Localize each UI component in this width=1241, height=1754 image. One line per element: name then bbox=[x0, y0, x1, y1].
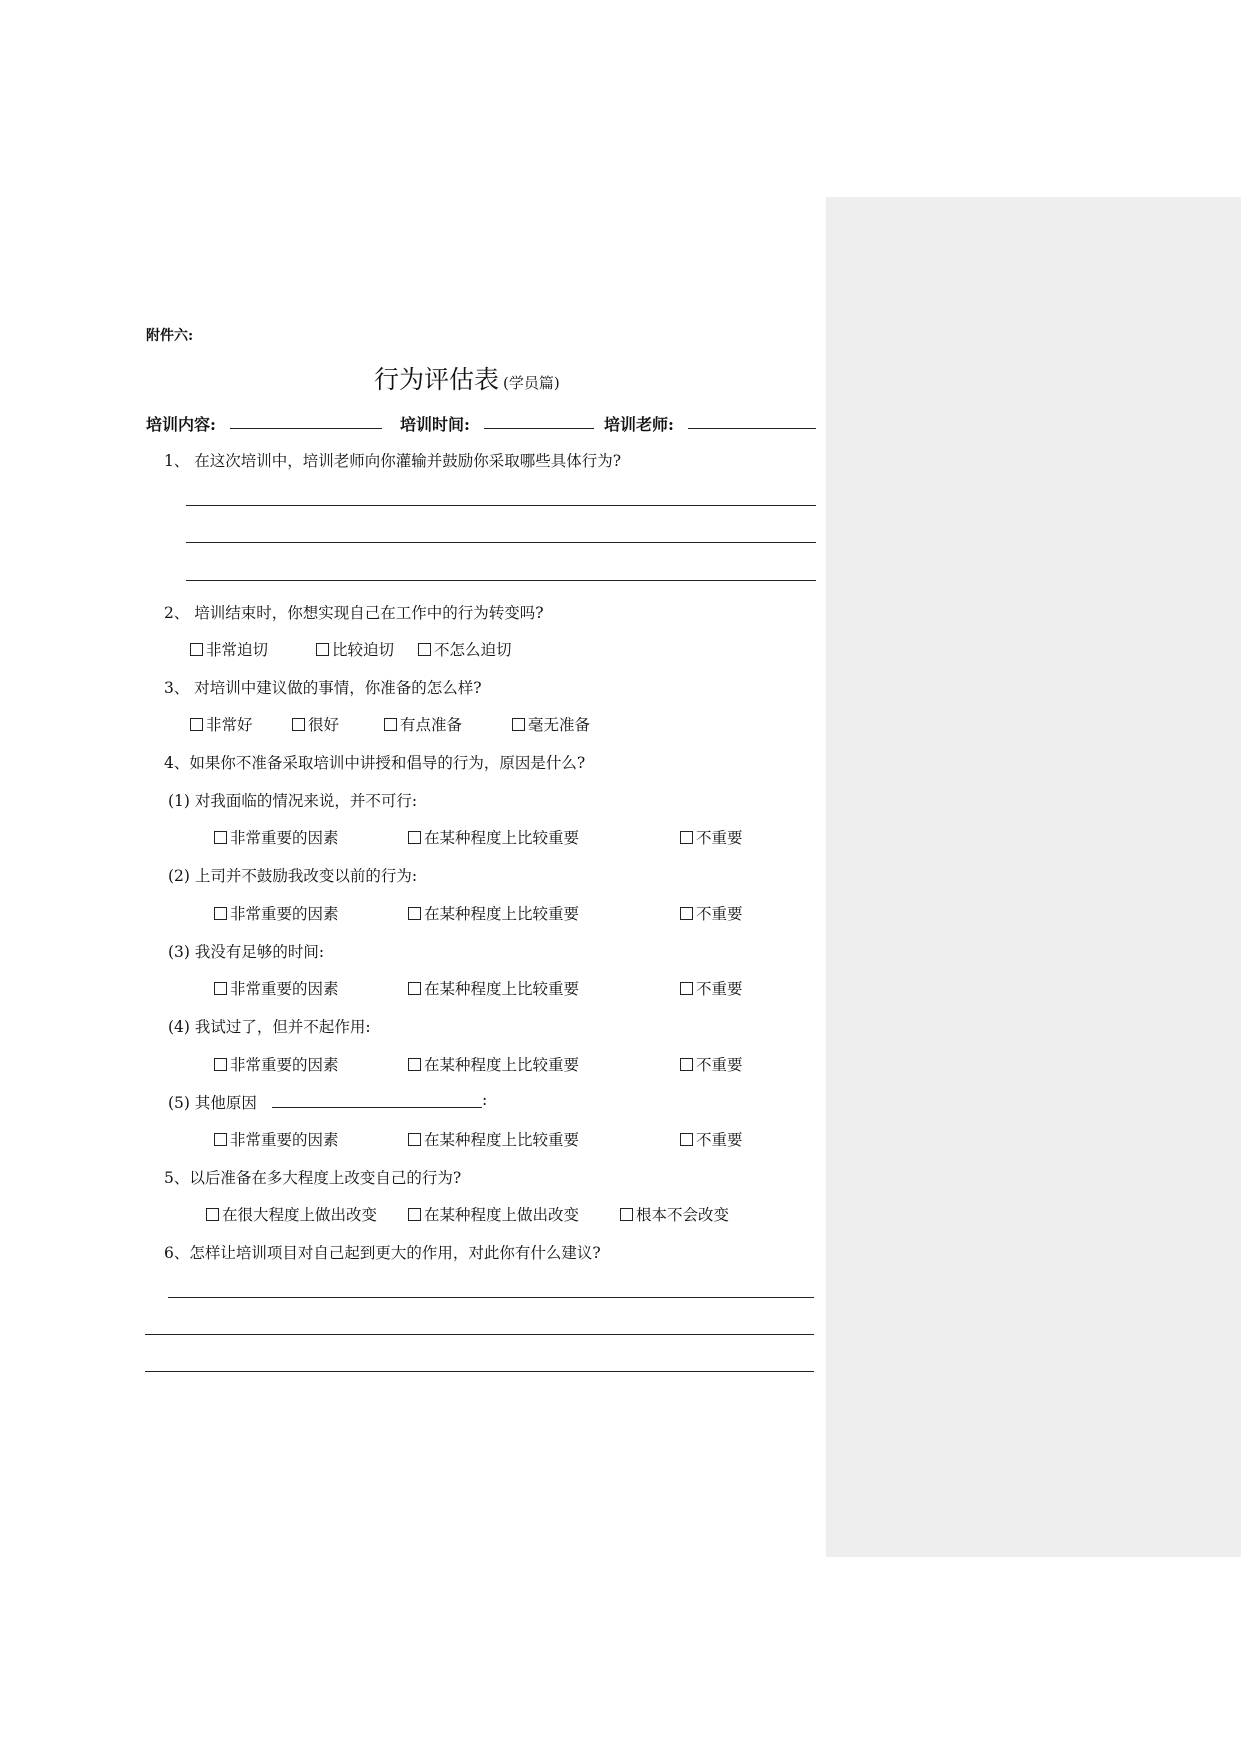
question-3: 3、 对培训中建议做的事情，你准备的怎么样? bbox=[164, 679, 482, 697]
option-label: 不重要 bbox=[696, 1131, 743, 1149]
checkbox-option[interactable] bbox=[214, 977, 339, 999]
checkbox-option[interactable] bbox=[206, 1203, 377, 1225]
option-label: 在某种程度上比较重要 bbox=[424, 1056, 580, 1074]
checkbox-option[interactable] bbox=[292, 713, 339, 735]
option-label: 根本不会改变 bbox=[636, 1206, 730, 1224]
checkbox-option[interactable] bbox=[512, 713, 590, 735]
option-label: 非常重要的因素 bbox=[230, 905, 339, 923]
answer-line[interactable] bbox=[186, 505, 816, 506]
training-content-label: 培训内容: bbox=[146, 415, 216, 434]
checkbox-option[interactable] bbox=[408, 977, 579, 999]
checkbox-icon bbox=[292, 718, 305, 731]
option-label: 在某种程度上比较重要 bbox=[424, 905, 580, 923]
option-label: 在某种程度上比较重要 bbox=[424, 980, 580, 998]
checkbox-icon bbox=[214, 1133, 227, 1146]
checkbox-option[interactable] bbox=[418, 638, 512, 660]
reason-label: (1) 对我面临的情况来说，并不可行: bbox=[168, 792, 418, 810]
checkbox-option[interactable] bbox=[620, 1203, 729, 1225]
option-label: 不重要 bbox=[696, 1056, 743, 1074]
answer-line[interactable] bbox=[186, 542, 816, 543]
training-time-label: 培训时间: bbox=[400, 415, 470, 434]
option-label: 非常重要的因素 bbox=[230, 829, 339, 847]
checkbox-icon bbox=[190, 643, 203, 656]
option-label: 不重要 bbox=[696, 980, 743, 998]
checkbox-option[interactable] bbox=[680, 826, 743, 848]
checkbox-option[interactable] bbox=[680, 902, 743, 924]
reason-label: (2) 上司并不鼓励我改变以前的行为: bbox=[168, 867, 418, 885]
checkbox-option[interactable] bbox=[384, 713, 462, 735]
checkbox-icon bbox=[680, 831, 693, 844]
checkbox-icon bbox=[316, 643, 329, 656]
title-main: 行为评估表 bbox=[374, 365, 500, 394]
checkbox-icon bbox=[214, 1058, 227, 1071]
checkbox-option[interactable] bbox=[680, 1053, 743, 1075]
checkbox-icon bbox=[408, 831, 421, 844]
checkbox-icon bbox=[408, 907, 421, 920]
other-reason-field[interactable] bbox=[272, 1107, 482, 1108]
answer-line[interactable] bbox=[145, 1334, 814, 1335]
checkbox-icon bbox=[680, 1133, 693, 1146]
comment-pane bbox=[826, 197, 1241, 1557]
answer-line[interactable] bbox=[145, 1371, 814, 1372]
checkbox-option[interactable] bbox=[190, 638, 268, 660]
checkbox-option[interactable] bbox=[408, 826, 579, 848]
checkbox-option[interactable] bbox=[408, 1203, 579, 1225]
option-label: 在某种程度上做出改变 bbox=[424, 1206, 580, 1224]
checkbox-icon bbox=[620, 1208, 633, 1221]
option-label: 有点准备 bbox=[400, 716, 463, 734]
checkbox-icon bbox=[408, 1058, 421, 1071]
checkbox-icon bbox=[418, 643, 431, 656]
checkbox-icon bbox=[680, 907, 693, 920]
question-2: 2、 培训结束时，你想实现自己在工作中的行为转变吗? bbox=[164, 604, 544, 622]
reason-label: (4) 我试过了，但并不起作用: bbox=[168, 1018, 371, 1036]
training-teacher-label: 培训老师: bbox=[604, 415, 674, 434]
checkbox-icon bbox=[384, 718, 397, 731]
question-5: 5、以后准备在多大程度上改变自己的行为? bbox=[164, 1169, 462, 1187]
checkbox-option[interactable] bbox=[214, 826, 339, 848]
checkbox-option[interactable] bbox=[190, 713, 253, 735]
checkbox-option[interactable] bbox=[316, 638, 394, 660]
checkbox-icon bbox=[408, 1208, 421, 1221]
checkbox-icon bbox=[214, 831, 227, 844]
checkbox-icon bbox=[680, 982, 693, 995]
option-label: 不重要 bbox=[696, 829, 743, 847]
checkbox-icon bbox=[190, 718, 203, 731]
checkbox-option[interactable] bbox=[214, 902, 339, 924]
option-label: 非常重要的因素 bbox=[230, 1056, 339, 1074]
training-content-field[interactable] bbox=[230, 428, 382, 429]
training-time-field[interactable] bbox=[484, 428, 594, 429]
answer-line[interactable] bbox=[168, 1297, 814, 1298]
page-title bbox=[374, 360, 560, 396]
annex-label: 附件六: bbox=[146, 328, 194, 344]
checkbox-option[interactable] bbox=[214, 1128, 339, 1150]
checkbox-option[interactable] bbox=[408, 1053, 579, 1075]
checkbox-icon bbox=[206, 1208, 219, 1221]
option-label: 毫无准备 bbox=[528, 716, 591, 734]
checkbox-option[interactable] bbox=[680, 1128, 743, 1150]
checkbox-option[interactable] bbox=[408, 1128, 579, 1150]
question-4: 4、如果你不准备采取培训中讲授和倡导的行为，原因是什么? bbox=[164, 754, 586, 772]
option-label: 很好 bbox=[308, 716, 340, 734]
checkbox-option[interactable] bbox=[214, 1053, 339, 1075]
option-label: 不怎么迫切 bbox=[434, 641, 512, 659]
question-6: 6、怎样让培训项目对自己起到更大的作用，对此你有什么建议? bbox=[164, 1244, 601, 1262]
title-sub: (学员篇) bbox=[503, 374, 560, 392]
checkbox-icon bbox=[214, 982, 227, 995]
option-label: 非常重要的因素 bbox=[230, 1131, 339, 1149]
option-label: 非常好 bbox=[206, 716, 253, 734]
option-label: 在某种程度上比较重要 bbox=[424, 1131, 580, 1149]
checkbox-option[interactable] bbox=[408, 902, 579, 924]
other-reason-label: (5) 其他原因 bbox=[168, 1094, 257, 1112]
reason-label: (3) 我没有足够的时间: bbox=[168, 943, 325, 961]
checkbox-option[interactable] bbox=[680, 977, 743, 999]
option-label: 非常重要的因素 bbox=[230, 980, 339, 998]
question-1: 1、 在这次培训中，培训老师向你灌输并鼓励你采取哪些具体行为? bbox=[164, 452, 622, 470]
answer-line[interactable] bbox=[186, 580, 816, 581]
checkbox-icon bbox=[512, 718, 525, 731]
checkbox-icon bbox=[214, 907, 227, 920]
option-label: 比较迫切 bbox=[332, 641, 395, 659]
option-label: 在某种程度上比较重要 bbox=[424, 829, 580, 847]
option-label: 不重要 bbox=[696, 905, 743, 923]
option-label: 在很大程度上做出改变 bbox=[222, 1206, 378, 1224]
other-reason-suffix: : bbox=[482, 1091, 488, 1109]
option-label: 非常迫切 bbox=[206, 641, 269, 659]
checkbox-icon bbox=[680, 1058, 693, 1071]
training-teacher-field[interactable] bbox=[688, 428, 816, 429]
checkbox-icon bbox=[408, 982, 421, 995]
checkbox-icon bbox=[408, 1133, 421, 1146]
